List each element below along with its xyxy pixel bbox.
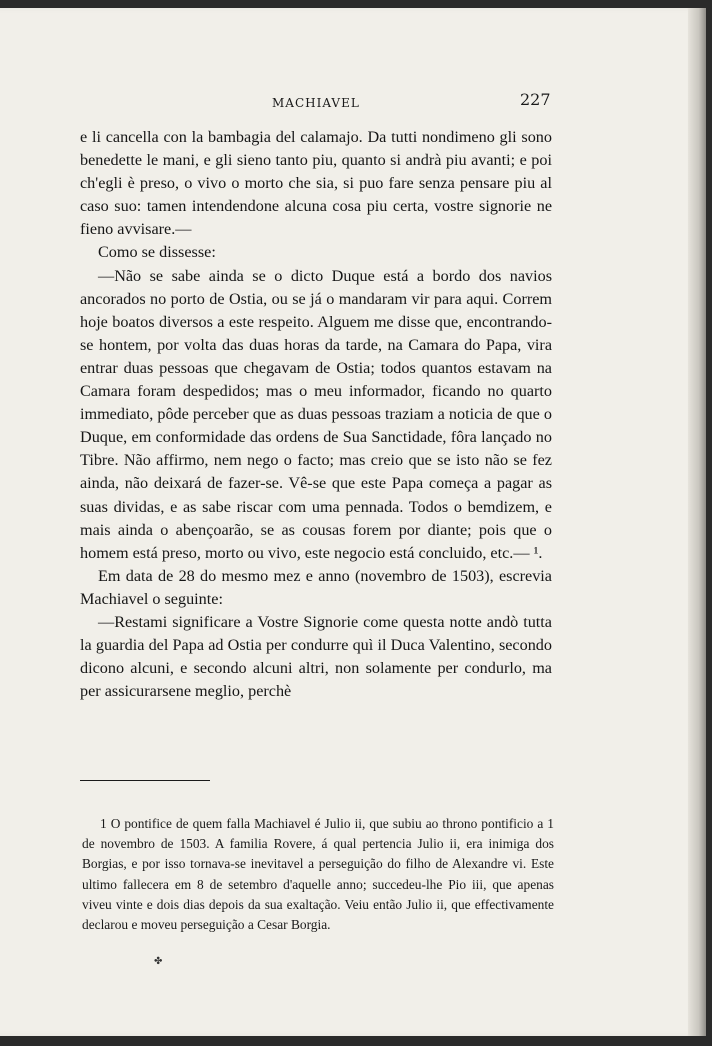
paragraph-translation: —Não se sabe ainda se o dicto Duque está a bordo dos navios ancorados no porto de Ostia, ou se já o mandaram vir para aqui. Correm hoje boatos diversos a este respeito. Alguem me disse que, encontrando-se hontem, por volta das duas horas da tarde, na Camara do Papa, vira entrar duas pessoas que chegavam de Ostia; todos quantos estavam na Camara foram despedidos; mas o meu informador, ficando no quarto immediato, pôde perceber que as duas pessoas traziam a noticia de que o Duque, em conformidade das ordens de Sua Sanctidade, fôra lançado no Tibre. Não affirmo, nem nego o facto; mas creio que se isto não se fez ainda, não deixará de fazer-se. Vê-se que este Papa começa a pagar as suas dividas, e as sabe riscar com uma pennada. Todos o bemdizem, e mais ainda o abençoarão, se as cousas forem por diante; pois que o homem está preso, morto ou vivo, este negocio está concluido, etc.— ¹.	[80, 266, 552, 562]
paragraph-date: Em data de 28 do mesmo mez e anno (novembro de 1503), escrevia Machiavel o seguinte:	[80, 566, 552, 608]
running-header: MACHIAVEL	[272, 96, 360, 110]
footnote-divider	[80, 780, 210, 781]
paragraph-quote: —Restami significare a Vostre Signorie come questa notte andò tutta la guardia del Papa ad Ostia per condurre quì il Duca Valentino, secondo dicono alcuni, e secondo alcuni altri, non solamente per condurlo, ma per assicurarsene meglio, perchè	[80, 612, 552, 701]
body-text	[80, 126, 552, 703]
paragraph-como: Como se dissesse:	[98, 243, 216, 262]
page-edge-shadow	[688, 8, 706, 1036]
page-number: 227	[520, 90, 551, 109]
book-page	[0, 8, 706, 1036]
paragraph-continuation: e li cancella con la bambagia del calamajo. Da tutti nondimeno gli sono benedette le mani, e gli sieno tanto piu, quanto si andrà piu avanti; e poi ch'egli è preso, o vivo o morto che sia, si puo fare senza pensare piu al caso suo: tamen intendendone alcuna cosa piu certa, vostre signorie ne fieno avvisare.—	[80, 128, 552, 239]
footnote: 1 O pontifice de quem falla Machiavel é Julio ii, que subiu ao throno pontificio a 1 de novembro de 1503. A familia Rovere, á qual pertencia Julio ii, era inimiga dos Borgias, e por isso tornava-se inevitavel a perseguição do filho de Alexandre vi. Este ultimo fallecera em 8 de setembro d'aquelle anno; succedeu-lhe Pio iii, que apenas viveu vinte e dois dias depois da sua exaltação. Veiu então Julio ii, que effectivamente declarou e moveu perseguição a Cesar Borgia.	[82, 816, 554, 933]
printer-mark-icon: ✤	[154, 956, 163, 967]
